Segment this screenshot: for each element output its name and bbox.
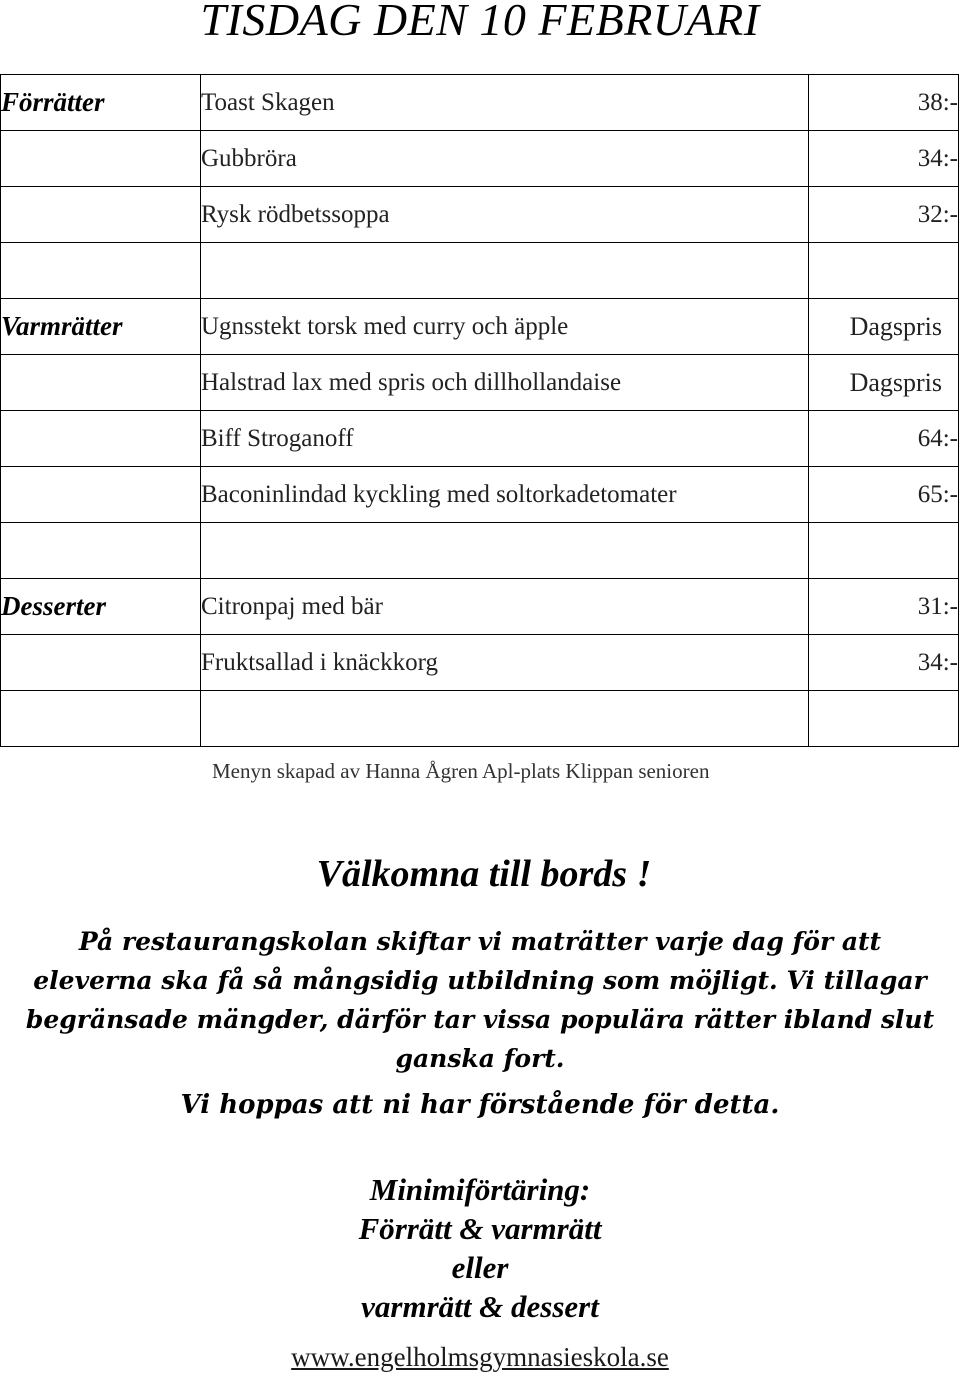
dish-name (201, 243, 809, 299)
category-label: Förrätter (1, 75, 201, 131)
menu-row-empty (1, 523, 959, 579)
menu-row (1, 411, 959, 467)
minimum-order-heading: Minimiförtäring: (369, 1172, 591, 1207)
minimum-order-section (0, 1170, 960, 1326)
website-link[interactable]: www.engelholmsgymnasieskola.se (291, 1342, 669, 1372)
dish-price: 34:- (809, 635, 959, 691)
category-label (1, 131, 201, 187)
menu-row (1, 75, 959, 131)
dish-name: Gubbröra (201, 131, 809, 187)
dish-price (809, 523, 959, 579)
category-label: Varmrätter (1, 299, 201, 355)
understanding-note: Vi hoppas att ni har förstående för detta. (180, 1090, 780, 1120)
category-label (1, 411, 201, 467)
dish-name: Toast Skagen (201, 75, 809, 131)
dish-price: 31:- (809, 579, 959, 635)
menu-credit: Menyn skapad av Hanna Ågren Apl-plats Klippan senioren (212, 759, 710, 783)
dish-price: 34:- (809, 131, 959, 187)
dish-name (201, 691, 809, 747)
dish-name: Citronpaj med bär (201, 579, 809, 635)
category-label (1, 467, 201, 523)
menu-row (1, 299, 959, 355)
dish-name: Fruktsallad i knäckkorg (201, 635, 809, 691)
info-line: ganska fort. (395, 1044, 565, 1073)
menu-row (1, 467, 959, 523)
dish-price: 32:- (809, 187, 959, 243)
dish-price: 65:- (809, 467, 959, 523)
category-label (1, 523, 201, 579)
dish-price: Dagspris (809, 299, 959, 355)
dish-name: Biff Stroganoff (201, 411, 809, 467)
dish-price: Dagspris (809, 355, 959, 411)
info-line: eleverna ska få så mångsidig utbildning som möjligt. Vi tillagar (33, 966, 927, 995)
minimum-order-or: eller (451, 1250, 509, 1285)
dish-name: Ugnsstekt torsk med curry och äpple (201, 299, 809, 355)
dish-name: Halstrad lax med spris och dillhollandaise (201, 355, 809, 411)
info-line: begränsade mängder, därför tar vissa populära rätter ibland slut (25, 1005, 935, 1034)
dish-price: 38:- (809, 75, 959, 131)
dish-price: 64:- (809, 411, 959, 467)
minimum-order-option: Förrätt & varmrätt (358, 1211, 602, 1246)
dish-price (809, 691, 959, 747)
category-label (1, 355, 201, 411)
category-label (1, 691, 201, 747)
menu-row (1, 187, 959, 243)
welcome-heading (0, 852, 960, 896)
welcome-text: Välkomna till bords ! (316, 853, 652, 895)
category-label (1, 187, 201, 243)
page-title: TISDAG DEN 10 FEBRUARI (200, 0, 760, 45)
info-paragraph (0, 922, 960, 1078)
menu-table (0, 74, 959, 747)
dish-name: Rysk rödbetssoppa (201, 187, 809, 243)
menu-row-empty (1, 243, 959, 299)
category-label: Desserter (1, 579, 201, 635)
minimum-order-option: varmrätt & dessert (361, 1289, 599, 1324)
dish-price (809, 243, 959, 299)
menu-row-empty (1, 691, 959, 747)
menu-row (1, 579, 959, 635)
dish-name (201, 523, 809, 579)
info-line: På restaurangskolan skiftar vi maträtter varje dag för att (78, 927, 882, 956)
menu-row (1, 635, 959, 691)
dish-name: Baconinlindad kyckling med soltorkadetomater (201, 467, 809, 523)
menu-row (1, 355, 959, 411)
category-label (1, 635, 201, 691)
category-label (1, 243, 201, 299)
menu-row (1, 131, 959, 187)
